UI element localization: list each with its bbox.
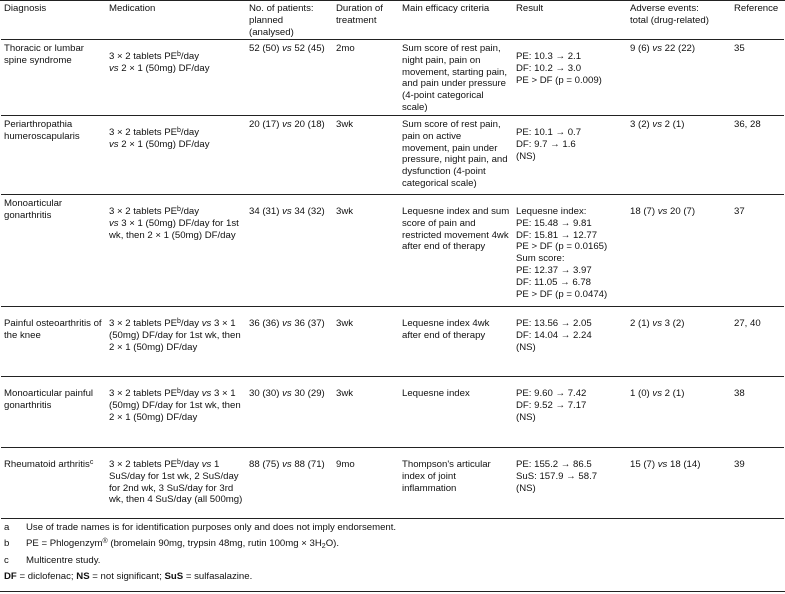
comparator-count: 52 (45) bbox=[294, 42, 325, 54]
cell-patients bbox=[246, 194, 333, 306]
result-line: DF: 9.52 → 7.17 bbox=[516, 399, 587, 411]
header-efficacy: Main efficacy criteria bbox=[402, 3, 490, 14]
cell-diagnosis: Monoarticular gonarthritis bbox=[4, 197, 63, 221]
vs-text: vs bbox=[109, 138, 122, 150]
vs-text: vs bbox=[649, 42, 665, 54]
cell-patients bbox=[246, 39, 333, 115]
pe-events: 1 (0) bbox=[630, 387, 650, 399]
header-adverse bbox=[627, 0, 731, 39]
result-line: PE > DF (p = 0.0474) bbox=[516, 289, 608, 301]
footnote-a bbox=[4, 522, 764, 534]
cell-efficacy: Sum score of rest pain, night pain, pain on movement, starting pain, and pain under pressure (4-point categorical scale) bbox=[402, 42, 508, 114]
result-line: PE: 10.1 → 0.7 bbox=[516, 126, 582, 138]
header-duration bbox=[333, 0, 399, 39]
cell-adverse bbox=[627, 194, 731, 306]
vs-text: vs bbox=[109, 217, 122, 229]
cell-reference: 39 bbox=[734, 458, 745, 470]
cell-efficacy: Thompson's articular index of joint inflammation bbox=[402, 458, 491, 494]
cell-reference: 37 bbox=[734, 205, 745, 217]
cell-result bbox=[513, 376, 627, 447]
pe-events: 9 (6) bbox=[630, 42, 650, 54]
pe-events: 2 (1) bbox=[630, 317, 650, 329]
footnote-text-part: (bromelain 90mg, trypsin 48mg, rutin 100mg × 3H bbox=[107, 538, 322, 550]
table-row bbox=[1, 39, 784, 115]
med-text: 3 × 2 tablets PE bbox=[109, 387, 177, 399]
footnote-ref: b bbox=[177, 458, 181, 466]
cell-reference: 35 bbox=[734, 42, 745, 54]
cell-result bbox=[513, 115, 627, 194]
cell-diagnosis: Periarthropathia humeroscapularis bbox=[4, 118, 80, 142]
cell-result bbox=[513, 194, 627, 306]
footnote-ref: c bbox=[89, 458, 94, 466]
cell-medication bbox=[106, 306, 246, 376]
vs-text: vs bbox=[655, 205, 670, 217]
registered-mark: ® bbox=[102, 538, 108, 546]
pe-count: 34 (31) bbox=[249, 205, 280, 217]
result-line: DF: 14.04 → 2.24 bbox=[516, 329, 592, 341]
cell-result bbox=[513, 447, 627, 518]
cell-adverse bbox=[627, 447, 731, 518]
cell-duration: 2mo bbox=[336, 42, 355, 54]
abbr-def: = sulfasalazine. bbox=[183, 570, 253, 582]
med-text: /day bbox=[180, 458, 200, 470]
comparator-count: 36 (37) bbox=[294, 317, 325, 329]
cell-diagnosis bbox=[1, 447, 106, 518]
med-text: 2 × 1 (50mg) DF/day bbox=[121, 138, 210, 150]
footnote-text: Use of trade names is for identification purposes only and does not imply endorsement. bbox=[26, 522, 397, 533]
abbr-sus: SuS bbox=[164, 570, 184, 582]
result-line: (NS) bbox=[516, 341, 536, 353]
cell-diagnosis: Thoracic or lumbar spine syndrome bbox=[4, 42, 84, 66]
cell-reference: 38 bbox=[734, 387, 745, 399]
header-duration-line2: treatment bbox=[336, 14, 377, 26]
header-patients-line2: planned (analysed) bbox=[249, 14, 294, 38]
comparator-events: 20 (7) bbox=[670, 205, 696, 217]
header-adverse-line1: Adverse events: bbox=[630, 3, 699, 14]
med-text: /day bbox=[180, 317, 200, 329]
cell-adverse bbox=[627, 115, 731, 194]
header-patients-line1: No. of patients: bbox=[249, 3, 314, 14]
table-row bbox=[1, 194, 784, 306]
footnote-ref: b bbox=[177, 317, 181, 325]
header-patients bbox=[246, 0, 333, 39]
med-text: 3 × 1 (50mg) DF/day for 1st wk, then 2 × 1 (50mg) DF/day bbox=[109, 217, 239, 241]
footnote-mark: c bbox=[4, 554, 9, 566]
header-row bbox=[1, 0, 784, 39]
vs-text: vs bbox=[279, 42, 295, 54]
result-line: PE > DF (p = 0.009) bbox=[516, 74, 602, 86]
vs-text: vs bbox=[649, 317, 665, 329]
footnote-c bbox=[4, 555, 764, 567]
cell-medication bbox=[106, 194, 246, 306]
table-row bbox=[1, 115, 784, 194]
comparator-count: 20 (18) bbox=[294, 118, 325, 130]
result-line: Lequesne index: bbox=[516, 205, 587, 217]
pe-events: 3 (2) bbox=[630, 118, 650, 130]
header-medication: Medication bbox=[109, 3, 156, 14]
comparator-events: 18 (14) bbox=[670, 458, 701, 470]
abbreviation-definitions bbox=[4, 571, 764, 583]
table-row bbox=[1, 447, 784, 518]
pe-count: 20 (17) bbox=[249, 118, 280, 130]
result-line: PE: 10.3 → 2.1 bbox=[516, 50, 582, 62]
pe-count: 30 (30) bbox=[249, 387, 280, 399]
cell-duration: 3wk bbox=[336, 387, 354, 399]
vs-text: vs bbox=[279, 205, 295, 217]
header-result: Result bbox=[516, 3, 544, 14]
header-adverse-line2: total (drug-related) bbox=[630, 14, 709, 26]
cell-medication bbox=[106, 39, 246, 115]
med-text: 2 × 1 (50mg) DF/day bbox=[121, 62, 210, 74]
comparator-events: 22 (22) bbox=[664, 42, 696, 54]
table-bottom-rule bbox=[0, 591, 785, 592]
footnote-text: Multicentre study. bbox=[26, 554, 101, 566]
diagnosis-text: Rheumatoid arthritis bbox=[4, 458, 90, 470]
footnote-ref: b bbox=[177, 387, 181, 395]
subscript: 2 bbox=[321, 543, 326, 551]
med-text: /day bbox=[180, 50, 200, 62]
header-duration-line1: Duration of bbox=[336, 3, 383, 14]
cell-patients bbox=[246, 376, 333, 447]
comparison-table bbox=[1, 0, 784, 519]
pe-count: 36 (36) bbox=[249, 317, 280, 329]
cell-reference: 27, 40 bbox=[734, 317, 761, 329]
abbr-ns: NS bbox=[76, 570, 90, 582]
cell-medication bbox=[106, 447, 246, 518]
header-reference: Reference bbox=[734, 3, 779, 14]
cell-patients bbox=[246, 447, 333, 518]
result-line: SuS: 157.9 → 58.7 bbox=[516, 470, 598, 482]
pe-count: 88 (75) bbox=[249, 458, 280, 470]
abbr-def: = not significant; bbox=[89, 570, 165, 582]
abbr-df: DF bbox=[4, 570, 17, 582]
cell-diagnosis: Monoarticular painful gonarthritis bbox=[4, 387, 94, 411]
med-text: 3 × 2 tablets PE bbox=[109, 458, 177, 470]
pe-count: 52 (50) bbox=[249, 42, 280, 54]
footnote-mark: b bbox=[4, 538, 10, 550]
med-text: 3 × 1 (50mg) DF/day for 1st wk, then 2 × 1 (50mg) DF/day bbox=[109, 387, 241, 423]
result-line: DF: 11.05 → 6.78 bbox=[516, 277, 592, 289]
result-line: DF: 9.7 → 1.6 bbox=[516, 138, 576, 150]
vs-text: vs bbox=[109, 62, 122, 74]
med-text: 3 × 2 tablets PE bbox=[109, 126, 177, 138]
cell-efficacy: Sum score of rest pain, pain on active movement, pain under pressure, night pain, and dysfunction (4-point categorical scale) bbox=[402, 118, 508, 190]
cell-patients bbox=[246, 306, 333, 376]
vs-text: vs bbox=[279, 118, 295, 130]
med-text: 1 SuS/day for 1st wk, 2 SuS/day for 2nd wk, 3 SuS/day for 3rd wk, then 4 SuS/day (all 500mg) bbox=[109, 458, 243, 506]
med-text: /day bbox=[180, 387, 200, 399]
med-text: 3 × 2 tablets PE bbox=[109, 50, 177, 62]
result-line: (NS) bbox=[516, 411, 536, 423]
vs-text: vs bbox=[655, 458, 670, 470]
pe-events: 15 (7) bbox=[630, 458, 656, 470]
footnotes bbox=[4, 522, 764, 587]
comparator-count: 30 (29) bbox=[294, 387, 325, 399]
result-line: (NS) bbox=[516, 482, 536, 494]
pe-events: 18 (7) bbox=[630, 205, 656, 217]
cell-efficacy: Lequesne index bbox=[402, 387, 470, 399]
cell-reference: 36, 28 bbox=[734, 118, 761, 130]
footnote-mark: a bbox=[4, 522, 10, 533]
result-line: PE: 9.60 → 7.42 bbox=[516, 387, 587, 399]
cell-duration: 9mo bbox=[336, 458, 355, 470]
cell-adverse bbox=[627, 376, 731, 447]
med-text: /day bbox=[180, 126, 200, 138]
cell-diagnosis: Painful osteoarthritis of the knee bbox=[4, 317, 102, 341]
header-diagnosis: Diagnosis bbox=[4, 3, 47, 14]
footnote-text-part: O). bbox=[325, 538, 340, 550]
footnote-ref: b bbox=[177, 126, 181, 134]
comparator-count: 34 (32) bbox=[294, 205, 325, 217]
footnote-b bbox=[4, 538, 764, 550]
cell-duration: 3wk bbox=[336, 118, 354, 130]
cell-duration: 3wk bbox=[336, 317, 354, 329]
result-line: PE: 12.37 → 3.97 bbox=[516, 265, 592, 277]
footnote-text bbox=[26, 538, 339, 550]
cell-patients bbox=[246, 115, 333, 194]
vs-text: vs bbox=[199, 387, 214, 399]
footnote-ref: b bbox=[177, 50, 181, 58]
table-row bbox=[1, 306, 784, 376]
abbr-def: = diclofenac; bbox=[16, 570, 77, 582]
med-text: /day bbox=[180, 205, 200, 217]
vs-text: vs bbox=[279, 387, 295, 399]
result-line: PE: 13.56 → 2.05 bbox=[516, 317, 592, 329]
result-line: DF: 10.2 → 3.0 bbox=[516, 62, 582, 74]
cell-result bbox=[513, 306, 627, 376]
med-text: 3 × 2 tablets PE bbox=[109, 205, 177, 217]
cell-efficacy: Lequesne index and sum score of pain and restricted movement 4wk after end of therapy bbox=[402, 205, 510, 253]
footnote-text-part: PE = Phlogenzym bbox=[26, 538, 103, 550]
vs-text: vs bbox=[199, 458, 214, 470]
result-line: PE: 155.2 → 86.5 bbox=[516, 458, 592, 470]
cell-medication bbox=[106, 115, 246, 194]
cell-result bbox=[513, 39, 627, 115]
vs-text: vs bbox=[649, 387, 665, 399]
med-text: 3 × 2 tablets PE bbox=[109, 317, 177, 329]
cell-adverse bbox=[627, 306, 731, 376]
vs-text: vs bbox=[279, 458, 295, 470]
result-line: PE > DF (p = 0.0165) bbox=[516, 241, 608, 253]
cell-duration: 3wk bbox=[336, 205, 354, 217]
result-line: DF: 15.81 → 12.77 bbox=[516, 229, 598, 241]
cell-adverse bbox=[627, 39, 731, 115]
vs-text: vs bbox=[199, 317, 214, 329]
comparator-events: 2 (1) bbox=[664, 118, 685, 130]
result-line: PE: 15.48 → 9.81 bbox=[516, 217, 592, 229]
vs-text: vs bbox=[649, 118, 665, 130]
cell-medication bbox=[106, 376, 246, 447]
comparator-count: 88 (71) bbox=[294, 458, 325, 470]
footnote-ref: b bbox=[177, 205, 181, 213]
comparator-events: 3 (2) bbox=[664, 317, 685, 329]
vs-text: vs bbox=[279, 317, 295, 329]
med-text: 3 × 1 (50mg) DF/day for 1st wk, then 2 × 1 (50mg) DF/day bbox=[109, 317, 241, 353]
comparator-events: 2 (1) bbox=[664, 387, 685, 399]
table-row bbox=[1, 376, 784, 447]
cell-efficacy: Lequesne index 4wk after end of therapy bbox=[402, 317, 490, 341]
result-line: (NS) bbox=[516, 150, 536, 162]
result-line: Sum score: bbox=[516, 253, 565, 265]
